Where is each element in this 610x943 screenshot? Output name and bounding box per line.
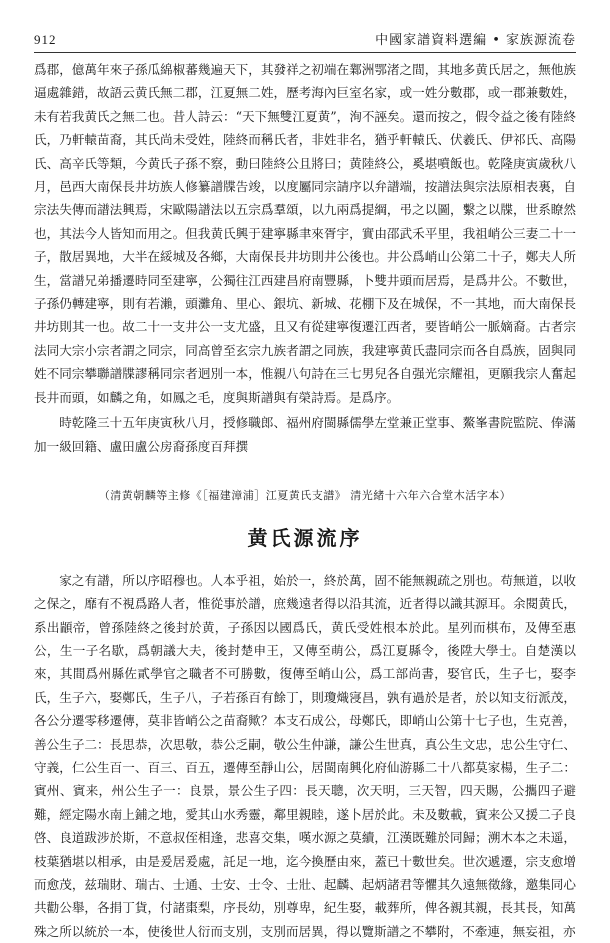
article-body-paragraph: 家之有譜，所以序昭穆也。人本乎祖，始於一，終於萬，固不能無親疏之別也。苟無道，以收之保之，靡有不視爲路人者，惟從事於譜，庶幾遠者得以沿其流，近者得以識其源耳。余閱黄氏，系出顓帝，曾孫陸終之後封於黄，子孫因以國爲氏，黄氏受姓根本於此。星列而棋布，及傳至惠公，生一子名歇，爲朝議大夫，後封楚申王，又傳至萌公，爲江夏縣令，後陞大學士。自楚漢以來，其間爲州縣佐貳學官之職者不可勝數，復傳至峭山公，爲工部尚書，娶官氏，生子七，娶李氏，生子六，娶鄭氏，生子八，子若孫百有餘丁，則瓊熾寖昌，孰有過於是者，於以知支衍派茂，各公分遷零移遷傳，莫非皆峭公之苗裔歟？本支石成公，母鄭氏，即峭山公第十七子也，生克善，善公生子二：長思恭，次思敬，恭公乏嗣，敬公生仲謙，謙公生世真，真公生文忠，忠公生守仁、守義，仁公生百一、百三、百五，遷傳至靜山公，居閩南興化府仙游縣二十八都莫家楊，生子二：賓州、賓来，州公生子一：良景，景公生子四：長天聰，次天明，三天智，四天賜，公攜四子避難，經定陽水南上鋪之地，愛其山水秀靈，鄰里親睦，遂卜居於此。未及數載，賓来公又援二子良啓、良道跋涉於斯，不意叔侄相逢，悲喜交集，嘆水源之莫續，江漢既難於同歸；溯木本之未遥，枝葉猶堪以相承，由是爰居爰處，託足一地，迄今換歷由來，蓋已十數世矣。世次遞遷，宗支愈增而愈茂，兹瑞財、瑞古、士通、士安、士令、士壯、起麟、起炳諸君等懼其久遠無徵緣，邀集同心共勸公舉，各捐丁貨，付諸棗梨，序長幼，別尊卑，紀生娶，載葬所，俾各親其親，長其長，知萬殊之所以統於一本，使後世人衍而支別，支別而居異，得以覽斯譜之不攀附，不牽連，無妄祖，亦 bbox=[34, 572, 576, 939]
source-citation: （清黄朝麟等主修《［福建漳浦］江夏黄氏支譜》 清光緒十六年六合堂木活字本） bbox=[98, 488, 512, 502]
running-title: 中國家譜資料選編 • 家族源流卷 bbox=[375, 33, 576, 48]
article-title: 黄氏源流序 bbox=[247, 526, 363, 551]
previous-preface-paragraph: 爲郡，億萬年來子孫瓜綿椒蕃幾遍天下，其發祥之初端在鄴洲鄂渚之間，其地多黄氏居之，無他族逼處雜錯，故語云黄氏無二郡，江夏無二姓，歷考海內巨室名家，或一姓分數郡，或一郡兼數姓，未有若我黄氏之無二也。昔人詩云：“天下無雙江夏黄”，洵不誣矣。還而按之，假令益之後有陸終氏，乃軒轅苗裔，其氏尚未受姓，陸終而稱氏者，非姓非名，猶乎軒轅氏、伏羲氏、伊祁氏、高陽氏、高辛氏等類，今黄氏子孫不察，動曰陸終公且將曰；黄陸終公，奚堪噴飯也。乾隆庚寅歲秋八月，邑西大南保長井坊族人修纂譜牒告竣，以度屬同宗請序以弁譜端，按譜法與宗法原相表裏，自宗法失傳而譜法興焉，宋歐陽譜法以五宗爲羣頌，以九兩爲提綱，弔之以圖，繫之以牒，世系瞭然也，其法今人皆知而用之。但我黄氏興于建寧縣聿來胥宇，實由邵武禾平里，我祖峭公三妻二十一子，散居異地，大半在綏城及各鄉，大南保長井坊則井公後也。井公爲峭山公第二十子，鄭夫人所生，當譜兄弟播遷時同至建寧，公獨往江西建昌府南豐縣，卜雙井頭而居焉，是爲井公。不數世，子孫仍轉建寧，則有若瀨，頭灘角、里心、銀坑、新城、花棚下及在城保，不一其地，而大南保長井坊則其一也。故二十一支井公一支尤盛，且又有從建寧復遷江西者，要皆峭公一脈嫡裔。古者宗法同大宗小宗者謂之同宗，同高曾至玄宗九族者謂之同族，我建寧黄氏盡同宗而各自爲族，固與同姓不同宗攀聯譜牒謬稱同宗者迥別一本，惟親八句詩在三七男兒各自强光宗耀祖，更願我宗人奮起長井而頭，如麟之角，如鳳之毛，度與斯譜與有榮詩焉。是爲序。 bbox=[34, 62, 576, 405]
page-header bbox=[34, 22, 576, 53]
page-number: 912 bbox=[34, 32, 57, 47]
page-content bbox=[34, 58, 576, 943]
preface-signature: 時乾隆三十五年庚寅秋八月，授修職郎、福州府閩縣儒學左堂兼正堂事、鰲峯書院監院、俸滿加一級回籍、盧田盧公房裔孫度百拜撰 bbox=[34, 415, 576, 454]
